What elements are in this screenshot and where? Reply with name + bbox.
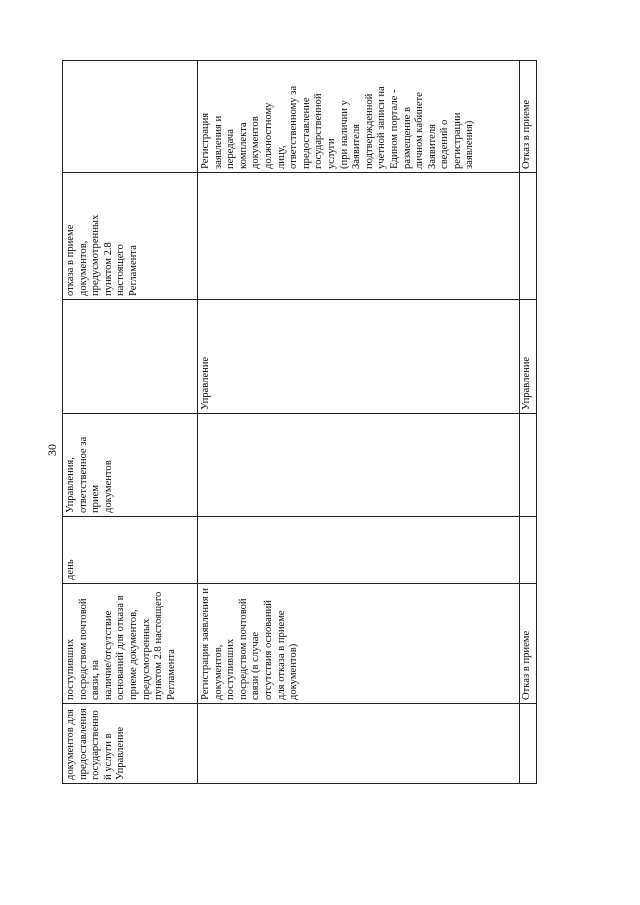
cell-col3-row1: день — [65, 559, 76, 580]
cell-col2-row3: Отказ в приеме — [521, 630, 532, 700]
cell-col5-row3: Управление — [521, 356, 532, 410]
cell-col1-row1: документов для предоставления государственно й услуги в Управление — [65, 708, 127, 780]
table-border-bottom — [536, 60, 537, 784]
table-border-left — [62, 783, 537, 784]
rotated-table — [62, 60, 537, 784]
cell-col6-row1: отказа в приеме документов, предусмотренных пунктом 2.8 настоящего Регламента — [65, 214, 139, 296]
cell-col7-row3: Отказ в приеме — [521, 99, 532, 169]
cell-col7-row2: Регистрация заявления и передача комплекта документов должностному лицу, ответственному за предоставление государственной услуги (при наличии у Заявителя подтвержденной учетной записи на Едином портале - размещение в личном кабинете Заявителя сведений о регистрации заявления) — [200, 85, 476, 169]
cell-col2-row1: поступивших посредством почтовой связи, на наличие/отсутствие оснований для отказа в приеме документов, предусмотренных пунктом 2.8 настоящего Регламента — [65, 591, 177, 700]
cell-col5-row2: Управление — [200, 356, 211, 410]
cell-col4-row1: Управления, ответственное за прием документов — [65, 436, 114, 513]
cell-col2-row2: Регистрация заявления и документов, поступивших посредством почтовой связи (в случае отсутствия оснований для отказа в приеме документов) — [200, 588, 300, 700]
page-number: 30 — [45, 444, 59, 456]
